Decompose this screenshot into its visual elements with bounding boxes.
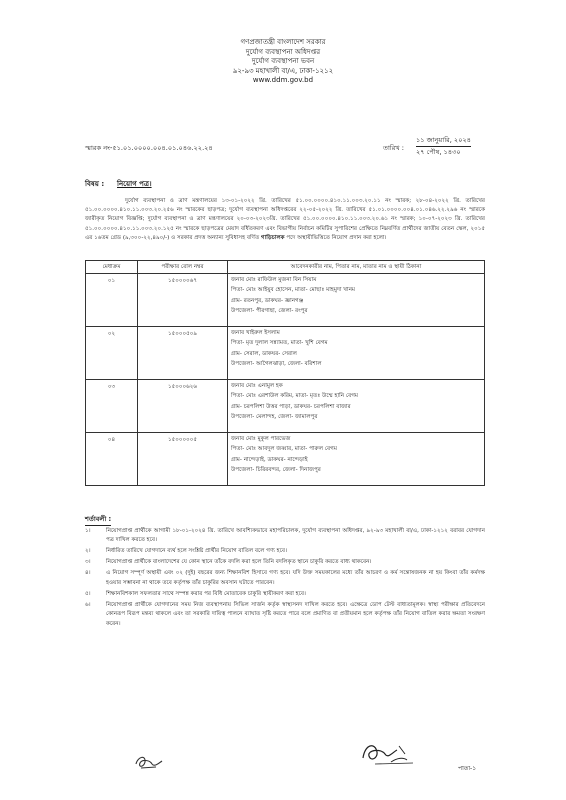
table-header-row <box>86 261 485 274</box>
condition-text: নির্ধারিত তারিখে যোগদানে ব্যর্থ হলে সংশ্লিষ্ট প্রার্থীর নিয়োগ বাতিল বলে গণ্য হবে। <box>106 548 287 555</box>
candidate-village: গ্রাম- চরপলিশা উত্তর পাড়া, ডাকঘর- চরপলিশা বাজার <box>231 403 351 410</box>
header-website: www.ddm.gov.bd <box>252 76 314 85</box>
roll-cell: ১৫০০০৫০৯ <box>138 327 228 380</box>
header-address: ৯২-৯৩ মহাখালী বা/এ, ঢাকা-১২১২ <box>232 66 334 75</box>
condition-item <box>85 547 485 556</box>
condition-item <box>85 590 485 599</box>
condition-item <box>85 569 485 588</box>
condition-text: শিক্ষানবিশকাল সফলতার সাথে সম্পন্ন করার পর বিধি মোতাবেক চাকুরি স্থায়ীকরণ করা হবে। <box>106 590 306 597</box>
header-government: গণপ্রজাতন্ত্রী বাংলাদেশ সরকার <box>240 38 326 46</box>
candidate-parents: পিতা- মোঃ এরশাউল করিম, মাতা- মৃতঃ উম্মে হানি বেগম <box>231 393 358 400</box>
candidate-parents: পিতা- মৃত দুলাল সন্ন্যামত, মাতা- খুশি বেগম <box>231 340 328 347</box>
candidate-details-cell <box>228 327 485 380</box>
col-header-details: আবেদনকারীর নাম, পিতার নাম, মাতার নাম ও স্থায়ী ঠিকানা <box>228 261 485 274</box>
candidate-village: গ্রাম- রতনপুর, ডাকঘর- জ্ঞানগঞ্জ <box>231 297 304 304</box>
candidate-village: গ্রাম- সেরাল, ডাকঘর- সেরাল <box>231 350 297 357</box>
candidate-details-cell <box>228 274 485 327</box>
condition-number: ৬। <box>85 601 91 608</box>
body-paragraph <box>85 197 485 243</box>
col-header-roll: পরীক্ষার রোল নম্বর <box>138 261 228 274</box>
officer-signature <box>355 738 425 770</box>
conditions-list <box>85 527 485 631</box>
merit-cell: ০২ <box>86 327 138 380</box>
candidate-name: জনাব মোঃ রাফিউল মুজনা বিন সিয়াম <box>231 277 317 283</box>
candidate-district: উপজেলা- আগৈলঝাড়া, জেলা- বরিশাল <box>231 361 322 368</box>
candidate-name: জনাব খাইরুল ইসলাম <box>231 330 280 336</box>
initial-signature <box>132 752 166 772</box>
letterhead <box>0 38 566 86</box>
condition-number: ২। <box>85 548 91 555</box>
table-row <box>86 433 485 486</box>
candidate-name: জনাব মোঃ এনামুল হক <box>231 383 283 389</box>
condition-number: ৫। <box>85 590 91 597</box>
roll-cell: ১৫০০০০৬৭ <box>138 274 228 327</box>
body-text-before: দুর্যোগ ব্যবস্থাপনা ও ত্রাণ মন্ত্রণালয়ের ১৩-০১-২০২২ খ্রি. তারিখের ৫১.০০.০০০০.৪১০.১১.০০৩.২০.১১ নং স্মারক; ২৮-০৪-২০২২ খ্রি. তারিখের ৫১.০০.০০০০.৪১০.১১.০০৩.২০.২৫৬ নং স্মারকের ছাড়পত্র; দুর্যোগ ব্যবস্থাপনা অধিদপ্তরের ২২-০৫-২০২২ খ্রি. তারিখের ৫১.০১.০০০০.০০৪.০১.০৪৬.২২.২৯৬ নং স্মারকে জারীকৃত নিয়োগ বিজ্ঞপ্তি; দুর্যোগ ব্যবস্থাপনা ও ত্রাণ মন্ত্রণালয়ের ২০-০৩-২০২৩খ্রি. তারিখের ৫১.০০.০০০০.৪১০.১১.০০৩.২০.৬১ নং স্মারক; ১০-০৭-২০২৩ খ্রি. তারিখের ৫১.০০.০০০০.৪১০.১১.০০৩.২০.১২৫ নং স্মারকে ছাড়পত্রের মেয়াদ বর্ধিতকরণ এবং বিভাগীয় নির্বাচন কমিটির সুপারিশের প্রেক্ষিতে নিম্নবর্ণিত প্রার্থীদের জাতীয় বেতন স্কেল, ২০১৫ এর ১৬তম গ্রেড (৯,৩০০-২২,৪৯০/-) ও সরকার প্রদত্ত অন্যান্য সুবিধাসহ বর্ণিত <box>85 198 485 241</box>
candidates-table <box>85 260 485 486</box>
table-row <box>86 380 485 433</box>
condition-text: নিয়োগপ্রাপ্ত প্রার্থীকে আগামী ১৮-০১-২০২৪ খ্রি. তারিখে আবশ্যিকভাবে মহাপরিচালক, দুর্যোগ ব্যবস্থাপনা অধিদপ্তর, ৯২-৯৩ মহাখালী বা/এ, ঢাকা-১২১২ বরাবর যোগদান পত্র দাখিল করতে হবে। <box>106 528 485 544</box>
condition-text: নিয়োগপ্রাপ্ত প্রার্থীকে বাংলাদেশের যে কোন স্থানে তাঁকে বদলি করা হলে তিনি বদলিকৃত স্থানে চাকুরি করতে বাধ্য থাকবেন। <box>106 559 372 566</box>
candidate-name: জনাব মোঃ মুকুল পারভেজ <box>231 436 291 442</box>
condition-text: এ নিয়োগ সম্পূর্ণ অস্থায়ী এবং ০২ (দুই) বছরের জন্য শিক্ষানবিশ হিসাবে গণ্য হবে। যদি উক্ত সময়কালের মধ্যে তাঁর আচরণ ও কর্ম সন্তোষজনক না হয় কিংবা তাঁর কর্মদক্ষ হওয়ার সম্ভাবনা না থাকে তবে কর্তৃপক্ষ তাঁর চাকুরির অবসান ঘটাতে পারবেন। <box>106 570 485 586</box>
header-building: দুর্যোগ ব্যবস্থাপনা ভবন <box>251 57 315 66</box>
table-row <box>86 274 485 327</box>
condition-number: ৩। <box>85 559 91 566</box>
candidate-district: উপজেলা- চিরিরবন্দর, জেলা- দিনাজপুর <box>231 467 321 474</box>
candidate-village: গ্রাম- নান্দেড়াই, ডাকঘর- নান্দেড়াই <box>231 456 308 463</box>
subject-line <box>85 178 152 190</box>
date-bangla: ২৭ পৌষ, ১৪৩০ <box>416 148 461 156</box>
condition-number: ১। <box>85 528 91 534</box>
condition-item <box>85 601 485 629</box>
candidate-parents: পিতা- মোঃ আইয়ুব হোসেন, মাতা- মোছাঃ মাহমুদা খানম <box>231 287 356 294</box>
condition-item <box>85 527 485 546</box>
condition-item <box>85 558 485 567</box>
page-number: পাতা-১ <box>458 765 477 772</box>
date-label: তারিখ : <box>383 144 405 152</box>
date-block <box>416 135 471 157</box>
date-gregorian: ১১ জানুয়ারি, ২০২৪ <box>416 135 471 147</box>
subject-text: নিয়োগ পত্র। <box>117 180 152 188</box>
candidate-details-cell <box>228 433 485 486</box>
condition-number: ৪। <box>85 570 91 577</box>
body-position: গাড়িচালক <box>260 234 285 241</box>
body-text-after: পদে অস্থায়ীভিত্তিতে নিয়োগ প্রদান করা হলো। <box>286 234 387 241</box>
memo-number: স্মারক নং-৫১.০১.০০০০.০০৪.০১.০৪৬.২২.২৪ <box>85 144 213 152</box>
candidate-district: উপজেলা- পীরগাছা, জেলা- রংপুর <box>231 308 308 315</box>
roll-cell: ১৫০০০০০৫ <box>138 433 228 486</box>
roll-cell: ১৫০০০৬২৬ <box>138 380 228 433</box>
conditions-title: শর্তাবলী : <box>85 513 111 526</box>
candidate-district: উপজেলা- মেলান্দহ, জেলা- জামালপুর <box>231 414 318 421</box>
merit-cell: ০৪ <box>86 433 138 486</box>
merit-cell: ০৩ <box>86 380 138 433</box>
candidate-details-cell <box>228 380 485 433</box>
col-header-merit: মেধাক্রম <box>86 261 138 274</box>
condition-text: নিয়োগপ্রাপ্ত প্রার্থীকে যোগদানের সময় নিজ ব্যবস্থাপনায় সিভিল সার্জন কর্তৃক স্বাস্থ্যসনদ দাখিল করতে হবে। এক্ষেত্রে ডোপ টেস্ট বাধ্যতামূলক। স্বাস্থ্য পরীক্ষার প্রতিবেদনে কোনরূপ বিরূপ মন্তব্য থাকলে এবং তা সরকারি দায়িত্ব পালনে ব্যাঘাত সৃষ্টি করতে পারে বলে প্রমাণিত বা প্রতীয়মান হলে কর্তৃপক্ষ তাঁর নিয়োগ বাতিল করার ক্ষমতা সংরক্ষণ করেন। <box>106 601 485 627</box>
candidate-parents: পিতা- মোঃ আবদুল জব্বার, মাতা- পারুল বেগম <box>231 446 337 453</box>
table-row <box>86 327 485 380</box>
header-department: দুর্যোগ ব্যবস্থাপনা অধিদপ্তর <box>245 47 321 56</box>
subject-label: বিষয় : <box>85 180 105 188</box>
merit-cell: ০১ <box>86 274 138 327</box>
